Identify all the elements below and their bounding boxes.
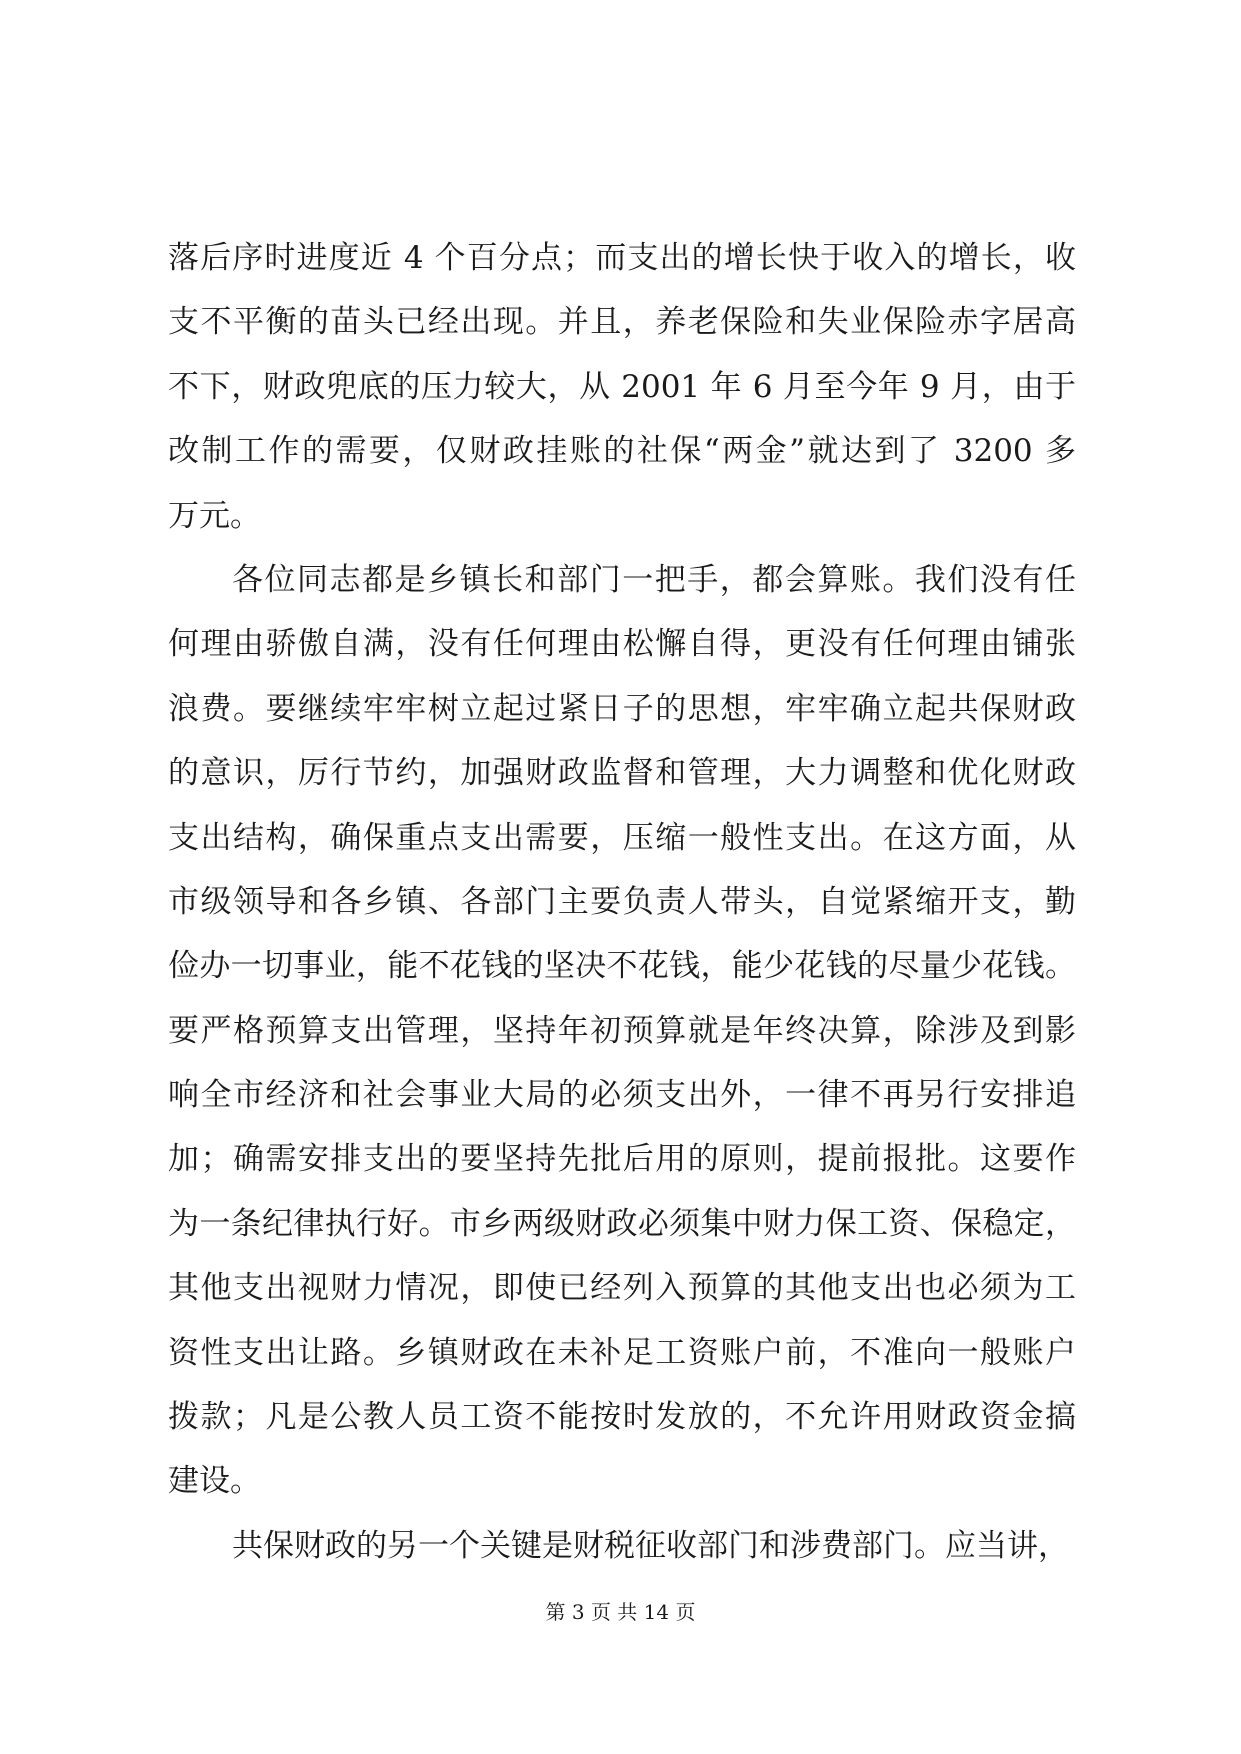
text-line: 要严格预算支出管理，坚持年初预算就是年终决算，除涉及到影 (168, 1012, 1076, 1049)
text-line: 何理由骄傲自满，没有任何理由松懈自得，更没有任何理由铺张 (168, 626, 1076, 663)
text-line: 的意识，厉行节约，加强财政监督和管理，大力调整和优化财政 (168, 755, 1076, 792)
text-line: 支出结构，确保重点支出需要，压缩一般性支出。在这方面，从 (168, 819, 1076, 856)
page-footer: 第 3 页 共 14 页 (545, 1600, 696, 1624)
text-line: 改制工作的需要，仅财政挂账的社保“两金”就达到了 3200 多 (168, 433, 1076, 470)
document-body (168, 226, 1076, 1578)
text-line: 俭办一切事业，能不花钱的坚决不花钱，能少花钱的尽量少花钱。 (168, 948, 1076, 985)
text-line: 为一条纪律执行好。市乡两级财政必须集中财力保工资、保稳定， (168, 1205, 1076, 1242)
text-line: 建设。 (168, 1463, 261, 1500)
text-line: 各位同志都是乡镇长和部门一把手，都会算账。我们没有任 (232, 561, 1076, 598)
text-line: 浪费。要继续牢牢树立起过紧日子的思想，牢牢确立起共保财政 (168, 690, 1076, 727)
text-line: 加；确需安排支出的要坚持先批后用的原则，提前报批。这要作 (168, 1141, 1076, 1178)
text-line: 落后序时进度近 4 个百分点；而支出的增长快于收入的增长，收 (168, 240, 1076, 276)
text-line: 支不平衡的苗头已经出现。并且，养老保险和失业保险赤字居高 (168, 304, 1076, 341)
text-line: 不下，财政兜底的压力较大，从 2001 年 6 月至今年 9 月，由于 (168, 368, 1076, 405)
text-line: 市级领导和各乡镇、各部门主要负责人带头，自觉紧缩开支，勤 (168, 883, 1076, 920)
text-line: 资性支出让路。乡镇财政在未补足工资账户前，不准向一般账户 (168, 1334, 1076, 1371)
text-line: 响全市经济和社会事业大局的必须支出外，一律不再另行安排追 (168, 1077, 1076, 1114)
text-line: 其他支出视财力情况，即使已经列入预算的其他支出也必须为工 (168, 1270, 1076, 1307)
text-line: 拨款；凡是公教人员工资不能按时发放的，不允许用财政资金搞 (168, 1399, 1076, 1436)
paragraph (168, 1514, 1076, 1578)
paragraph (168, 226, 1076, 548)
text-line: 万元。 (168, 497, 261, 534)
paragraph (168, 548, 1076, 1514)
text-line: 共保财政的另一个关键是财税征收部门和涉费部门。应当讲， (232, 1527, 1069, 1564)
